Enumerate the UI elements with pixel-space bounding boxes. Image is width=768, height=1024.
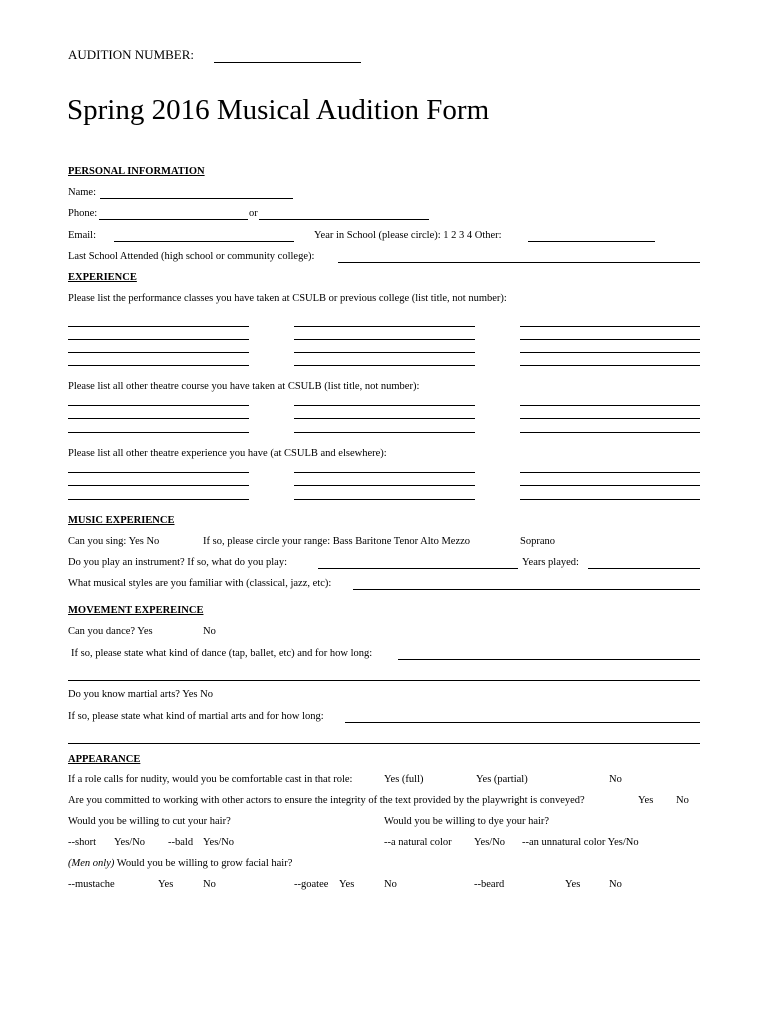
phone-field-2[interactable] bbox=[259, 219, 429, 220]
mustache-yes: Yes bbox=[158, 879, 174, 890]
name-label: Name: bbox=[68, 187, 96, 198]
theatre-experience-line[interactable] bbox=[68, 485, 249, 486]
last-school-label: Last School Attended (high school or community college): bbox=[68, 251, 315, 262]
phone-field-1[interactable] bbox=[99, 219, 248, 220]
unnatural-color-label: --an unnatural color Yes/No bbox=[522, 837, 639, 848]
musical-styles-field[interactable] bbox=[353, 589, 700, 590]
theatre-experience-line[interactable] bbox=[520, 472, 700, 473]
nudity-question: If a role calls for nudity, would you be comfortable cast in that role: bbox=[68, 774, 353, 785]
theatre-course-line[interactable] bbox=[294, 432, 475, 433]
facial-hair-question-text: Would you be willing to grow facial hair? bbox=[114, 858, 293, 869]
vocal-range-soprano: Soprano bbox=[520, 536, 555, 547]
perf-class-line[interactable] bbox=[294, 326, 475, 327]
performance-classes-prompt: Please list the performance classes you have taken at CSULB or previous college (list title, not number): bbox=[68, 293, 507, 304]
dye-hair-question: Would you be willing to dye your hair? bbox=[384, 816, 550, 827]
music-experience-heading: MUSIC EXPERIENCE bbox=[68, 515, 175, 526]
perf-class-line[interactable] bbox=[294, 365, 475, 366]
theatre-experience-line[interactable] bbox=[294, 472, 475, 473]
dance-detail-question: If so, please state what kind of dance (tap, ballet, etc) and for how long: bbox=[71, 648, 373, 659]
name-field[interactable] bbox=[100, 198, 293, 199]
nudity-option-no: No bbox=[609, 774, 622, 785]
theatre-course-line[interactable] bbox=[520, 418, 700, 419]
beard-label: --beard bbox=[474, 879, 505, 890]
last-school-field[interactable] bbox=[338, 262, 700, 263]
years-played-label: Years played: bbox=[522, 557, 579, 568]
integrity-option-yes: Yes bbox=[638, 795, 654, 806]
beard-no: No bbox=[609, 879, 622, 890]
theatre-course-line[interactable] bbox=[520, 432, 700, 433]
year-in-school-label: Year in School (please circle): 1 2 3 4 Other: bbox=[314, 230, 502, 241]
men-only-note: (Men only) bbox=[68, 858, 115, 869]
bald-label: --bald bbox=[168, 837, 194, 848]
short-yes-no: Yes/No bbox=[114, 837, 146, 848]
mustache-label: --mustache bbox=[68, 879, 115, 890]
dance-detail-field[interactable] bbox=[398, 659, 700, 660]
theatre-experience-line[interactable] bbox=[68, 499, 249, 500]
theatre-course-line[interactable] bbox=[294, 405, 475, 406]
nudity-option-full: Yes (full) bbox=[384, 774, 424, 785]
bald-yes-no: Yes/No bbox=[203, 837, 235, 848]
instrument-question: Do you play an instrument? If so, what do you play: bbox=[68, 557, 288, 568]
natural-color-yes-no: Yes/No bbox=[474, 837, 506, 848]
beard-yes: Yes bbox=[565, 879, 581, 890]
perf-class-line[interactable] bbox=[294, 352, 475, 353]
years-played-field[interactable] bbox=[588, 568, 700, 569]
theatre-experience-line[interactable] bbox=[520, 499, 700, 500]
theatre-course-line[interactable] bbox=[520, 405, 700, 406]
audition-number-field[interactable] bbox=[214, 62, 361, 63]
martial-arts-detail-field[interactable] bbox=[345, 722, 700, 723]
perf-class-line[interactable] bbox=[68, 339, 249, 340]
perf-class-line[interactable] bbox=[68, 365, 249, 366]
natural-color-label: --a natural color bbox=[384, 837, 452, 848]
perf-class-line[interactable] bbox=[68, 326, 249, 327]
musical-styles-question: What musical styles are you familiar with (classical, jazz, etc): bbox=[68, 578, 332, 589]
phone-label: Phone: bbox=[68, 208, 98, 219]
theatre-course-line[interactable] bbox=[68, 432, 249, 433]
personal-info-heading: PERSONAL INFORMATION bbox=[68, 166, 205, 177]
vocal-range-question: If so, please circle your range: Bass Baritone Tenor Alto Mezzo bbox=[203, 536, 471, 547]
theatre-experience-line[interactable] bbox=[294, 499, 475, 500]
martial-arts-detail-field-2[interactable] bbox=[68, 743, 700, 744]
can-dance-no: No bbox=[203, 626, 216, 637]
dance-detail-field-2[interactable] bbox=[68, 680, 700, 681]
goatee-label: --goatee bbox=[294, 879, 329, 890]
email-field[interactable] bbox=[114, 241, 294, 242]
theatre-course-line[interactable] bbox=[68, 418, 249, 419]
phone-or-label: or bbox=[249, 208, 258, 219]
goatee-yes: Yes bbox=[339, 879, 355, 890]
mustache-no: No bbox=[203, 879, 216, 890]
perf-class-line[interactable] bbox=[520, 352, 700, 353]
martial-arts-question: Do you know martial arts? Yes No bbox=[68, 689, 213, 700]
integrity-question: Are you committed to working with other actors to ensure the integrity of the text provided by the playwright is conveyed? bbox=[68, 795, 585, 806]
experience-heading: EXPERIENCE bbox=[68, 272, 137, 283]
movement-experience-heading: MOVEMENT EXPEREINCE bbox=[68, 605, 204, 616]
theatre-experience-line[interactable] bbox=[294, 485, 475, 486]
integrity-option-no: No bbox=[676, 795, 689, 806]
perf-class-line[interactable] bbox=[520, 326, 700, 327]
facial-hair-question bbox=[68, 858, 292, 870]
nudity-option-partial: Yes (partial) bbox=[476, 774, 528, 785]
perf-class-line[interactable] bbox=[68, 352, 249, 353]
email-label: Email: bbox=[68, 230, 96, 241]
instrument-field[interactable] bbox=[318, 568, 518, 569]
perf-class-line[interactable] bbox=[520, 339, 700, 340]
can-dance-question: Can you dance? Yes bbox=[68, 626, 153, 637]
theatre-course-line[interactable] bbox=[68, 405, 249, 406]
audition-number-label: AUDITION NUMBER: bbox=[68, 47, 195, 62]
theatre-courses-prompt: Please list all other theatre course you have taken at CSULB (list title, not number): bbox=[68, 381, 420, 392]
cut-hair-question: Would you be willing to cut your hair? bbox=[68, 816, 231, 827]
theatre-course-line[interactable] bbox=[294, 418, 475, 419]
short-label: --short bbox=[68, 837, 96, 848]
martial-arts-detail-question: If so, please state what kind of martial arts and for how long: bbox=[68, 711, 324, 722]
year-other-field[interactable] bbox=[528, 241, 655, 242]
can-sing-question: Can you sing: Yes No bbox=[68, 536, 160, 547]
perf-class-line[interactable] bbox=[520, 365, 700, 366]
page-title: Spring 2016 Musical Audition Form bbox=[67, 94, 490, 126]
theatre-experience-line[interactable] bbox=[520, 485, 700, 486]
perf-class-line[interactable] bbox=[294, 339, 475, 340]
theatre-experience-prompt: Please list all other theatre experience you have (at CSULB and elsewhere): bbox=[68, 448, 387, 459]
goatee-no: No bbox=[384, 879, 397, 890]
theatre-experience-line[interactable] bbox=[68, 472, 249, 473]
appearance-heading: APPEARANCE bbox=[68, 754, 141, 765]
